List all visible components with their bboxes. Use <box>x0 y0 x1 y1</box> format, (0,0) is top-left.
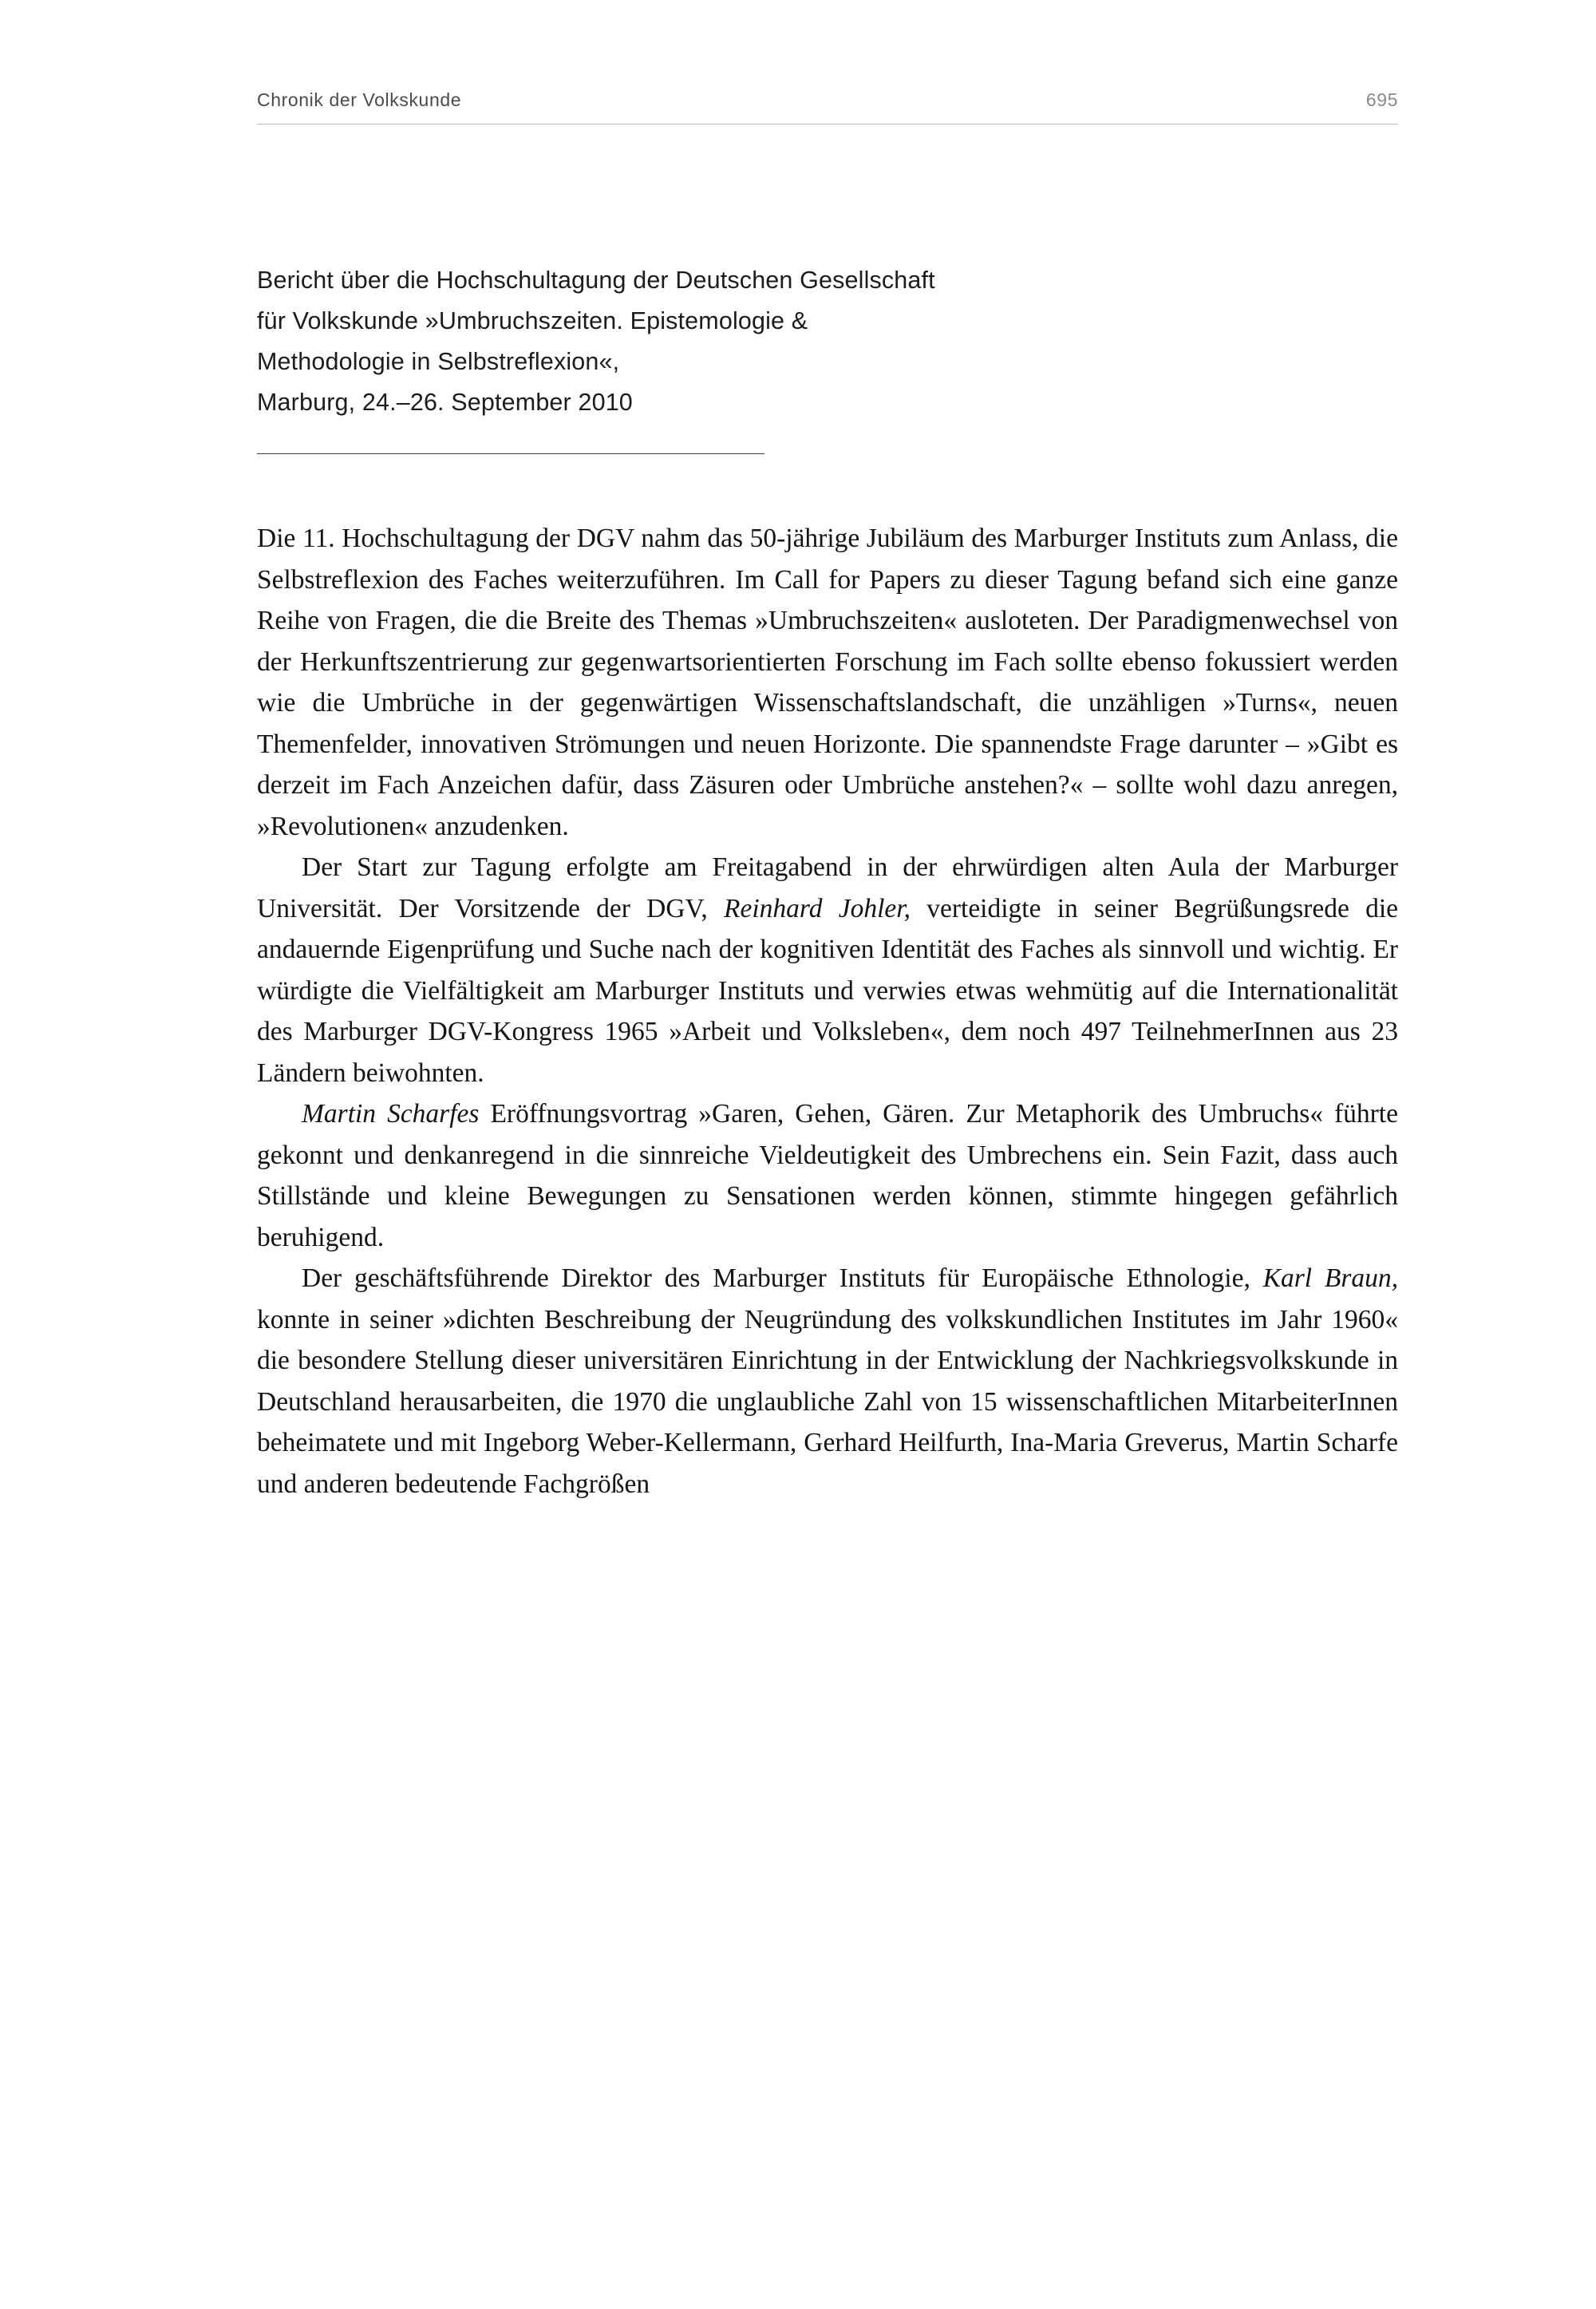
body-paragraph-2: Der Start zur Tagung erfolgte am Freitagabend in der ehrwürdigen alten Aula der Marburger Universität. Der Vorsitzende der DGV, Reinhard Johler, verteidigte in seiner Begrüßungsrede die andauernde Eigenprüfung und Suche nach der kognitiven Identität des Faches als sinnvoll und wichtig. Er würdigte die Vielfältigkeit am Marburger Instituts und verwies etwas wehmütig auf die Internationalität des Marburger DGV-Kongress 1965 »Arbeit und Volksleben«, dem noch 497 TeilnehmerInnen aus 23 Ländern beiwohnten. <box>257 852 1398 1088</box>
article-title-line-1: Bericht über die Hochschultagung der Deutschen Gesellschaft <box>257 267 935 294</box>
page-content <box>257 0 1398 1504</box>
title-rule <box>257 453 764 454</box>
running-head <box>257 0 1398 111</box>
body-paragraph-1: Die 11. Hochschultagung der DGV nahm das 50-jährige Jubiläum des Marburger Instituts zum Anlass, die Selbstreflexion des Faches weiterzuführen. Im Call for Papers zu dieser Tagung befand sich eine ganze Reihe von Fragen, die die Breite des Themas »Umbruchszeiten« ausloteten. Der Paradigmenwechsel von der Herkunftszentrierung zur gegenwartsorientierten Forschung im Fach sollte ebenso fokussiert werden wie die Umbrüche in der gegenwärtigen Wissenschaftslandschaft, die unzähligen »Turns«, neuen Themenfelder, innovativen Strömungen und neuen Horizonte. Die spannendste Frage darunter – »Gibt es derzeit im Fach Anzeichen dafür, dass Zäsuren oder Umbrüche anstehen?« – sollte wohl dazu anregen, »Revolutionen« anzudenken. <box>257 524 1398 841</box>
person-name-scharfe: Martin Scharfes <box>302 1099 480 1129</box>
article-title-line-2: für Volkskunde »Umbruchszeiten. Epistemologie & <box>257 307 808 334</box>
body-paragraph-3: Martin Scharfes Eröffnungsvortrag »Garen, Gehen, Gären. Zur Metaphorik des Umbruchs« führte gekonnt und denkanregend in die sinnreiche Vieldeutigkeit des Umbrechens ein. Sein Fazit, dass auch Stillstände und kleine Bewegungen zu Sensationen werden können, stimmte hingegen gefährlich beruhigend. <box>257 1099 1398 1252</box>
person-name-johler: Reinhard Johler, <box>724 893 911 923</box>
running-head-title: Chronik der Volkskunde <box>257 89 462 110</box>
person-name-braun: Karl Braun, <box>1262 1263 1398 1293</box>
article-title <box>257 260 1398 423</box>
header-rule <box>257 124 1398 125</box>
article-title-line-4: Marburg, 24.–26. September 2010 <box>257 389 633 416</box>
article-body <box>257 518 1398 1504</box>
article-title-line-3: Methodologie in Selbstreflexion«, <box>257 348 620 375</box>
body-paragraph-4: Der geschäftsführende Direktor des Marburger Instituts für Europäische Ethnologie, Karl Braun, konnte in seiner »dichten Beschreibung der Neugründung des volkskundlichen Institutes im Jahr 1960« die besondere Stellung dieser universitären Einrichtung in der Entwicklung der Nachkriegsvolkskunde in Deutschland herausarbeiten, die 1970 die unglaubliche Zahl von 15 wissenschaftlichen MitarbeiterInnen beheimatete und mit Ingeborg Weber-Kellermann, Gerhard Heilfurth, Ina-Maria Greverus, Martin Scharfe und anderen bedeutende Fachgrößen <box>257 1263 1398 1499</box>
page-number: 695 <box>1365 89 1398 110</box>
